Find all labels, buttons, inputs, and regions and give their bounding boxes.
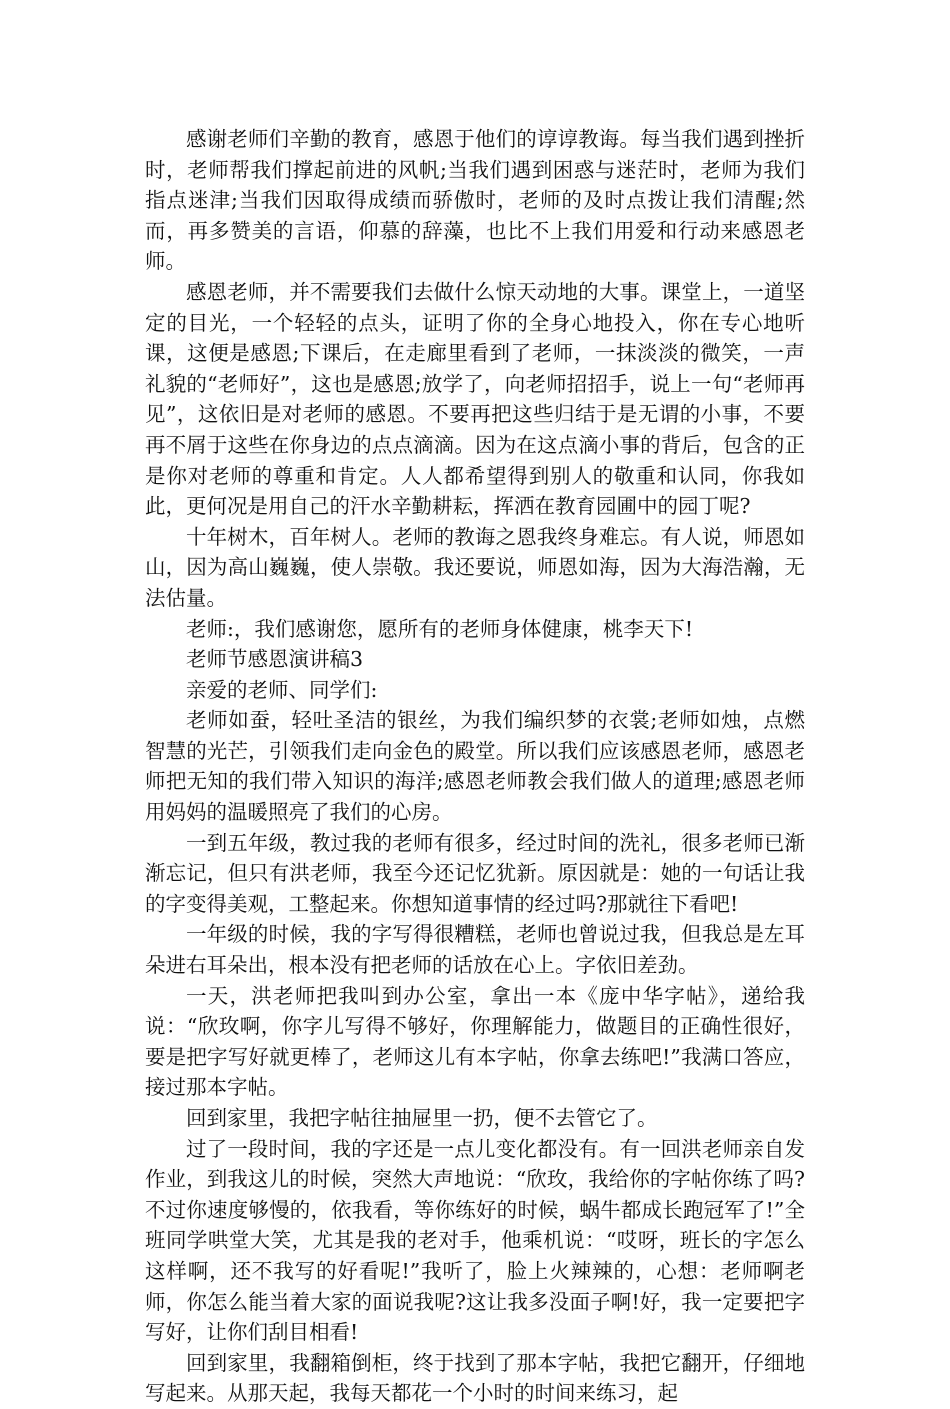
paragraph-3: 十年树木，百年树人。老师的教诲之恩我终身难忘。有人说，师恩如山，因为高山巍巍，使人崇敬。我还要说，师恩如海，因为大海浩瀚，无法估量。	[145, 524, 805, 610]
paragraph-10: 一天，洪老师把我叫到办公室，拿出一本《庞中华字帖》，递给我说：“欣玫啊，你字儿写得不够好，你理解能力，做题目的正确性很好，要是把字写好就更棒了，老师这儿有本字帖，你拿去练吧!”我满口答应，接过那本字帖。	[145, 983, 805, 1100]
section-title: 老师节感恩演讲稿3	[186, 647, 364, 672]
paragraph-13: 回到家里，我翻箱倒柜，终于找到了那本字帖，我把它翻开，仔细地写起来。从那天起，我每天都花一个小时的时间来练习，起	[145, 1350, 805, 1406]
paragraph-12: 过了一段时间，我的字还是一点儿变化都没有。有一回洪老师亲自发作业，到我这儿的时候，突然大声地说：“欣玫，我给你的字帖你练了吗?不过你速度够慢的，依我看，等你练好的时候，蜗牛都成长跑冠军了!”全班同学哄堂大笑，尤其是我的老对手，他乘机说：“哎呀，班长的字怎么这样啊，还不我写的好看呢!”我听了，脸上火辣辣的，心想：老师啊老师，你怎么能当着大家的面说我呢?这让我多没面子啊!好，我一定要把字写好，让你们刮目相看!	[145, 1136, 805, 1345]
paragraph-11: 回到家里，我把字帖往抽屉里一扔，便不去管它了。	[186, 1106, 658, 1130]
paragraph-9: 一年级的时候，我的字写得很糟糕，老师也曾说过我，但我总是左耳朵进右耳朵出，根本没有把老师的话放在心上。字依旧差劲。	[145, 922, 805, 978]
document-body	[145, 124, 805, 1409]
paragraph-7: 老师如蚕，轻吐圣洁的银丝，为我们编织梦的衣裳;老师如烛，点燃智慧的光芒，引领我们走向金色的殿堂。所以我们应该感恩老师，感恩老师把无知的我们带入知识的海洋;感恩老师教会我们做人的道理;感恩老师用妈妈的温暖照亮了我们的心房。	[145, 708, 805, 825]
paragraph-8: 一到五年级，教过我的老师有很多，经过时间的洗礼，很多老师已渐渐忘记，但只有洪老师，我至今还记忆犹新。原因就是：她的一句话让我的字变得美观，工整起来。你想知道事情的经过吗?那就往下看吧!	[145, 830, 805, 916]
paragraph-1: 感谢老师们辛勤的教育，感恩于他们的谆谆教诲。每当我们遇到挫折时，老师帮我们撑起前进的风帆;当我们遇到困惑与迷茫时，老师为我们指点迷津;当我们因取得成绩而骄傲时，老师的及时点拨让我们清醒;然而，再多赞美的言语，仰慕的辞藻，也比不上我们用爱和行动来感恩老师。	[145, 127, 805, 274]
paragraph-4: 老师:，我们感谢您，愿所有的老师身体健康，桃李天下!	[186, 616, 694, 641]
paragraph-2: 感恩老师，并不需要我们去做什么惊天动地的大事。课堂上，一道坚定的目光，一个轻轻的点头，证明了你的全身心地投入，你在专心地听课，这便是感恩;下课后，在走廊里看到了老师，一抹淡淡的微笑，一声礼貌的“老师好”，这也是感恩;放学了，向老师招招手，说上一句“老师再见”，这依旧是对老师的感恩。不要再把这些归结于是无谓的小事，不要再不屑于这些在你身边的点点滴滴。因为在这点滴小事的背后，包含的正是你对老师的尊重和肯定。人人都希望得到别人的敬重和认同，你我如此，更何况是用自己的汗水辛勤耕耘，挥洒在教育园圃中的园丁呢?	[145, 279, 805, 519]
salutation: 亲爱的老师、同学们:	[186, 677, 378, 702]
